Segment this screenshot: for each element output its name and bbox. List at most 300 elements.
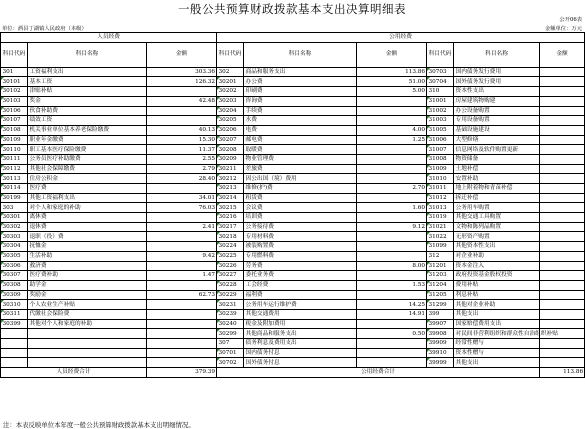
name-cell: 手续费 <box>244 106 357 116</box>
name-cell: 被装购置费 <box>244 242 357 252</box>
amount-cell <box>540 203 585 213</box>
amount-cell <box>540 77 585 87</box>
expenditure-table <box>0 32 585 378</box>
name-cell: 其他对企业补助 <box>454 300 540 310</box>
amount-cell <box>540 222 585 232</box>
amount-cell: 14.25 <box>357 300 427 310</box>
name-cell: 救济费 <box>28 261 147 271</box>
code-cell: 31002 <box>427 106 454 116</box>
name-cell: 退职（役）费 <box>28 232 147 242</box>
amount-unit: 金额单位：万元 <box>544 26 582 32</box>
table-row <box>1 358 585 368</box>
table-row <box>1 261 585 271</box>
name-cell: 津贴补贴 <box>28 87 147 97</box>
amount-cell <box>540 96 585 106</box>
code-cell <box>1 339 28 349</box>
name-cell: 税金及附加费用 <box>244 319 357 329</box>
name-cell: 生活补助 <box>28 251 147 261</box>
code-cell: 30239 <box>217 309 244 319</box>
amount-cell <box>357 358 427 368</box>
amount-cell <box>147 106 217 116</box>
name-cell: 对企业补助 <box>454 251 540 261</box>
code-cell: 31204 <box>427 280 454 290</box>
code-cell: 30110 <box>1 145 28 155</box>
amount-cell <box>357 348 427 358</box>
name-cell: 退休费 <box>28 222 147 232</box>
name-cell: 其他对个人和家庭的补助 <box>28 319 147 329</box>
code-cell: 307 <box>217 339 244 349</box>
name-cell: 国外债务付息 <box>244 358 357 368</box>
code-cell: 31011 <box>427 184 454 194</box>
name-cell: 医疗费补助 <box>28 271 147 281</box>
name-cell: 公务员医疗补助缴费 <box>28 154 147 164</box>
amount-cell: 303.36 <box>147 67 217 77</box>
name-cell: 无形资产购置 <box>454 232 540 242</box>
code-cell: 30216 <box>217 213 244 223</box>
name-cell: 医疗费 <box>28 184 147 194</box>
amount-cell: 62.73 <box>147 290 217 300</box>
code-cell: 31021 <box>427 222 454 232</box>
code-cell: 30213 <box>217 184 244 194</box>
amount-cell <box>540 106 585 116</box>
amount-cell <box>540 271 585 281</box>
code-cell: 30109 <box>1 135 28 145</box>
amount-cell: 0.50 <box>357 329 427 339</box>
code-cell: 31003 <box>427 116 454 126</box>
code-cell: 30228 <box>217 280 244 290</box>
code-cell: 30704 <box>427 77 454 87</box>
amount-cell <box>357 251 427 261</box>
amount-cell: 9.12 <box>357 222 427 232</box>
amount-cell <box>540 339 585 349</box>
name-cell: 基本工资 <box>28 77 147 87</box>
code-cell: 31001 <box>427 96 454 106</box>
code-cell: 31022 <box>427 232 454 242</box>
code-cell: 31013 <box>427 203 454 213</box>
table-row <box>1 125 585 135</box>
name-cell: 职业年金缴费 <box>28 135 147 145</box>
amount-cell <box>147 358 217 368</box>
name-cell: 文物和陈列品购置 <box>454 222 540 232</box>
code-cell: 30225 <box>217 251 244 261</box>
table-row <box>1 319 585 329</box>
code-cell: 30111 <box>1 154 28 164</box>
amount-cell <box>357 271 427 281</box>
name-cell: 培训费 <box>244 213 357 223</box>
name-cell: 国内债务付息 <box>244 348 357 358</box>
name-cell <box>28 348 147 358</box>
table-row <box>1 96 585 106</box>
name-cell: 资本性支出 <box>454 87 540 97</box>
name-cell: 专用燃料费 <box>244 251 357 261</box>
amount-cell: 40.13 <box>147 125 217 135</box>
personnel-total-value: 379.39 <box>147 368 217 378</box>
name-cell: 物资储备 <box>454 154 540 164</box>
table-row <box>1 77 585 87</box>
amount-cell <box>540 125 585 135</box>
code-cell: 39908 <box>427 329 454 339</box>
name-cell: 办公设备购置 <box>454 106 540 116</box>
code-cell: 30203 <box>217 96 244 106</box>
code-cell <box>1 348 28 358</box>
code-cell: 30304 <box>1 242 28 252</box>
name-cell: 政府投资基金股权投资 <box>454 271 540 281</box>
code-cell: 39907 <box>427 319 454 329</box>
amount-cell <box>357 339 427 349</box>
amount-cell <box>540 164 585 174</box>
amount-cell <box>540 135 585 145</box>
public-total-label: 公用经费合计 <box>217 368 540 378</box>
amount-cell <box>540 232 585 242</box>
name-cell: 伙食补助费 <box>28 106 147 116</box>
amount-cell <box>540 348 585 358</box>
personnel-total-label: 人员经费合计 <box>1 368 147 378</box>
form-code: 公开06表 <box>559 17 582 23</box>
table-row <box>1 203 585 213</box>
code-cell: 30108 <box>1 125 28 135</box>
amount-cell <box>357 116 427 126</box>
code-cell: 30113 <box>1 174 28 184</box>
code-cell: 310 <box>427 87 454 97</box>
amount-cell: 4.00 <box>357 125 427 135</box>
col-amount-header: 金额 <box>357 42 427 67</box>
table-row <box>1 164 585 174</box>
name-cell: 委托业务费 <box>244 271 357 281</box>
name-cell: 拆迁补偿 <box>454 193 540 203</box>
code-cell: 31299 <box>427 300 454 310</box>
amount-cell <box>147 213 217 223</box>
totals-row <box>1 368 585 378</box>
code-cell: 302 <box>217 67 244 77</box>
amount-cell: 28.40 <box>147 174 217 184</box>
col-code-header: 科目代码 <box>1 42 28 67</box>
amount-cell <box>357 145 427 155</box>
table-row <box>1 290 585 300</box>
amount-cell: 1.60 <box>357 203 427 213</box>
code-cell <box>1 329 28 339</box>
amount-cell <box>147 261 217 271</box>
code-cell: 30204 <box>217 106 244 116</box>
table-body <box>1 67 585 367</box>
table-row <box>1 135 585 145</box>
amount-cell <box>540 67 585 77</box>
table-row <box>1 271 585 281</box>
table-row <box>1 116 585 126</box>
name-cell: 工会经费 <box>244 280 357 290</box>
code-cell: 30215 <box>217 203 244 213</box>
code-cell: 31099 <box>427 242 454 252</box>
code-cell: 30218 <box>217 232 244 242</box>
code-cell: 30299 <box>217 329 244 339</box>
name-cell: 费用补贴 <box>454 280 540 290</box>
amount-cell <box>540 213 585 223</box>
name-cell: 国外债务发行费用 <box>454 77 540 87</box>
name-cell: 地上附着物和青苗补偿 <box>454 184 540 194</box>
code-cell: 31201 <box>427 261 454 271</box>
amount-cell <box>540 116 585 126</box>
code-cell: 31007 <box>427 145 454 155</box>
amount-cell <box>540 184 585 194</box>
section-public-header: 公用经费 <box>217 33 585 43</box>
amount-cell <box>540 290 585 300</box>
code-cell: 30309 <box>1 290 28 300</box>
name-cell: 职工基本医疗保险缴费 <box>28 145 147 155</box>
col-name-header: 科目名称 <box>28 42 147 67</box>
col-name-header: 科目名称 <box>244 42 357 67</box>
amount-cell <box>540 87 585 97</box>
amount-cell <box>540 319 585 329</box>
code-cell: 30301 <box>1 213 28 223</box>
name-cell: 国内债务发行费用 <box>454 67 540 77</box>
amount-cell <box>147 300 217 310</box>
amount-cell <box>147 309 217 319</box>
name-cell: 奖励金 <box>28 290 147 300</box>
name-cell: 国家赔偿费用支出 <box>454 319 540 329</box>
amount-cell: 15.30 <box>147 135 217 145</box>
code-cell: 399 <box>427 309 454 319</box>
amount-cell: 2.79 <box>147 164 217 174</box>
table-row <box>1 106 585 116</box>
name-cell: 安置补助 <box>454 174 540 184</box>
code-cell: 30703 <box>427 67 454 77</box>
amount-cell <box>357 319 427 329</box>
amount-cell <box>540 280 585 290</box>
name-cell: 其他资本性支出 <box>454 242 540 252</box>
code-cell: 30102 <box>1 87 28 97</box>
name-cell <box>28 358 147 368</box>
name-cell: 离休费 <box>28 213 147 223</box>
code-cell: 31009 <box>427 164 454 174</box>
name-cell: 其他社会保障缴费 <box>28 164 147 174</box>
code-cell: 39910 <box>427 348 454 358</box>
table-row <box>1 242 585 252</box>
amount-cell <box>147 339 217 349</box>
name-cell: 房屋建筑物购建 <box>454 96 540 106</box>
code-cell: 30214 <box>217 193 244 203</box>
name-cell: 其他商品和服务支出 <box>244 329 357 339</box>
code-cell: 30206 <box>217 125 244 135</box>
table-row <box>1 184 585 194</box>
code-cell: 30227 <box>217 271 244 281</box>
code-cell: 30224 <box>217 242 244 252</box>
code-cell: 303 <box>1 203 28 213</box>
code-cell: 39909 <box>427 339 454 349</box>
amount-cell <box>357 174 427 184</box>
col-code-header: 科目代码 <box>217 42 244 67</box>
amount-cell <box>147 184 217 194</box>
code-cell: 30308 <box>1 280 28 290</box>
table-row <box>1 300 585 310</box>
table-row <box>1 232 585 242</box>
name-cell: 公务接待费 <box>244 222 357 232</box>
code-cell: 30208 <box>217 145 244 155</box>
name-cell: 大型修缮 <box>454 135 540 145</box>
code-cell: 31012 <box>427 193 454 203</box>
amount-cell: 5.00 <box>357 87 427 97</box>
amount-cell: 126.32 <box>147 77 217 87</box>
code-cell: 312 <box>427 251 454 261</box>
section-personnel-header: 人员经费 <box>1 33 217 43</box>
name-cell: 差旅费 <box>244 164 357 174</box>
table-row <box>1 280 585 290</box>
name-cell: 助学金 <box>28 280 147 290</box>
name-cell: 福利费 <box>244 290 357 300</box>
code-cell: 30240 <box>217 319 244 329</box>
code-cell: 30399 <box>1 319 28 329</box>
amount-cell <box>147 319 217 329</box>
amount-cell <box>357 290 427 300</box>
name-cell: 资本金注入 <box>454 261 540 271</box>
code-cell: 30226 <box>217 261 244 271</box>
name-cell: 取暖费 <box>244 145 357 155</box>
name-cell: 经常性赠与 <box>454 339 540 349</box>
name-cell: 个人农业生产补贴 <box>28 300 147 310</box>
name-cell: 工资福利支出 <box>28 67 147 77</box>
table-row <box>1 154 585 164</box>
code-cell <box>1 358 28 368</box>
name-cell: 抚恤金 <box>28 242 147 252</box>
code-cell: 30307 <box>1 271 28 281</box>
amount-cell: 1.47 <box>147 271 217 281</box>
amount-cell <box>540 193 585 203</box>
code-cell: 30209 <box>217 154 244 164</box>
code-cell: 30114 <box>1 184 28 194</box>
amount-cell <box>357 193 427 203</box>
amount-cell: 76.03 <box>147 203 217 213</box>
amount-cell <box>540 242 585 252</box>
name-cell: 水费 <box>244 116 357 126</box>
name-cell: 基础设施建设 <box>454 125 540 135</box>
name-cell: 印刷费 <box>244 87 357 97</box>
code-cell: 30101 <box>1 77 28 87</box>
amount-cell <box>357 154 427 164</box>
code-cell: 30311 <box>1 309 28 319</box>
name-cell: 邮电费 <box>244 135 357 145</box>
code-cell: 31005 <box>427 125 454 135</box>
name-cell: 公务用车运行维护费 <box>244 300 357 310</box>
code-cell: 30107 <box>1 116 28 126</box>
name-cell: 机关事业单位基本养老保险缴费 <box>28 125 147 135</box>
name-cell: 资本性赠与 <box>454 348 540 358</box>
amount-cell <box>540 300 585 310</box>
name-cell: 利息补贴 <box>454 290 540 300</box>
amount-cell: 113.86 <box>357 67 427 77</box>
name-cell: 租赁费 <box>244 193 357 203</box>
code-cell: 30103 <box>1 96 28 106</box>
code-cell: 31205 <box>427 290 454 300</box>
code-cell: 30212 <box>217 174 244 184</box>
code-cell: 30229 <box>217 290 244 300</box>
code-cell: 30112 <box>1 164 28 174</box>
table-row <box>1 145 585 155</box>
code-cell: 30207 <box>217 135 244 145</box>
code-cell: 30302 <box>1 222 28 232</box>
name-cell: 代缴社会保险费 <box>28 309 147 319</box>
name-cell: 因公出国（境）费用 <box>244 174 357 184</box>
code-cell: 30702 <box>217 358 244 368</box>
amount-cell: 51.00 <box>357 77 427 87</box>
code-cell: 31203 <box>427 271 454 281</box>
amount-cell: 11.37 <box>147 145 217 155</box>
code-cell: 30701 <box>217 348 244 358</box>
amount-cell: 1.25 <box>357 135 427 145</box>
amount-cell: 1.53 <box>357 280 427 290</box>
table-note: 注：本表反映单位本年度一般公共预算财政拨款基本支出明细情况。 <box>3 421 195 429</box>
table-row <box>1 87 585 97</box>
code-cell: 301 <box>1 67 28 77</box>
code-cell: 30199 <box>1 193 28 203</box>
amount-cell <box>540 358 585 368</box>
code-cell: 30303 <box>1 232 28 242</box>
name-cell: 物业管理费 <box>244 154 357 164</box>
table-row <box>1 329 585 339</box>
code-cell: 31010 <box>427 174 454 184</box>
col-amount-header: 金额 <box>147 42 217 67</box>
amount-cell <box>147 116 217 126</box>
name-cell: 咨询费 <box>244 96 357 106</box>
amount-cell: 2.55 <box>147 154 217 164</box>
code-cell: 31019 <box>427 213 454 223</box>
amount-cell: 2.41 <box>147 222 217 232</box>
table-row <box>1 339 585 349</box>
name-cell: 商品和服务支出 <box>244 67 357 77</box>
name-cell: 办公费 <box>244 77 357 87</box>
report-title: 一般公共预算财政拨款基本支出决算明细表 <box>178 2 406 16</box>
name-cell: 对民间非营利组织和群众性自治组织补贴 <box>455 330 558 337</box>
name-cell: 会议费 <box>244 203 357 213</box>
amount-cell <box>357 213 427 223</box>
amount-cell <box>540 251 585 261</box>
amount-cell: 34.01 <box>147 193 217 203</box>
name-cell: 土地补偿 <box>454 164 540 174</box>
name-cell: 其他工资福利支出 <box>28 193 147 203</box>
amount-cell <box>147 232 217 242</box>
name-cell: 劳务费 <box>244 261 357 271</box>
name-cell: 其他交通工具购置 <box>454 213 540 223</box>
amount-cell <box>147 348 217 358</box>
amount-cell <box>357 96 427 106</box>
table-row <box>1 67 585 77</box>
amount-cell: 8.00 <box>357 261 427 271</box>
table-row <box>1 251 585 261</box>
code-cell: 30202 <box>217 87 244 97</box>
amount-cell <box>147 87 217 97</box>
code-cell: 30211 <box>217 164 244 174</box>
public-total-value: 113.86 <box>540 368 585 378</box>
amount-cell <box>540 309 585 319</box>
amount-cell <box>540 261 585 271</box>
amount-cell <box>540 174 585 184</box>
amount-cell <box>540 154 585 164</box>
code-cell: 30231 <box>217 300 244 310</box>
name-cell <box>28 329 147 339</box>
col-code-header: 科目代码 <box>427 42 454 67</box>
table-row <box>1 348 585 358</box>
table-row <box>1 213 585 223</box>
table-row <box>1 193 585 203</box>
name-cell: 其他支出 <box>454 309 540 319</box>
name-cell: 专用设备购置 <box>454 116 540 126</box>
name-cell: 信息网络及软件购置更新 <box>454 145 540 155</box>
amount-cell <box>357 232 427 242</box>
amount-cell <box>357 164 427 174</box>
code-cell: 30106 <box>1 106 28 116</box>
amount-cell <box>540 145 585 155</box>
name-cell: 债务利息及费用支出 <box>244 339 357 349</box>
table-row <box>1 174 585 184</box>
code-cell: 30305 <box>1 251 28 261</box>
name-cell: 住房公积金 <box>28 174 147 184</box>
